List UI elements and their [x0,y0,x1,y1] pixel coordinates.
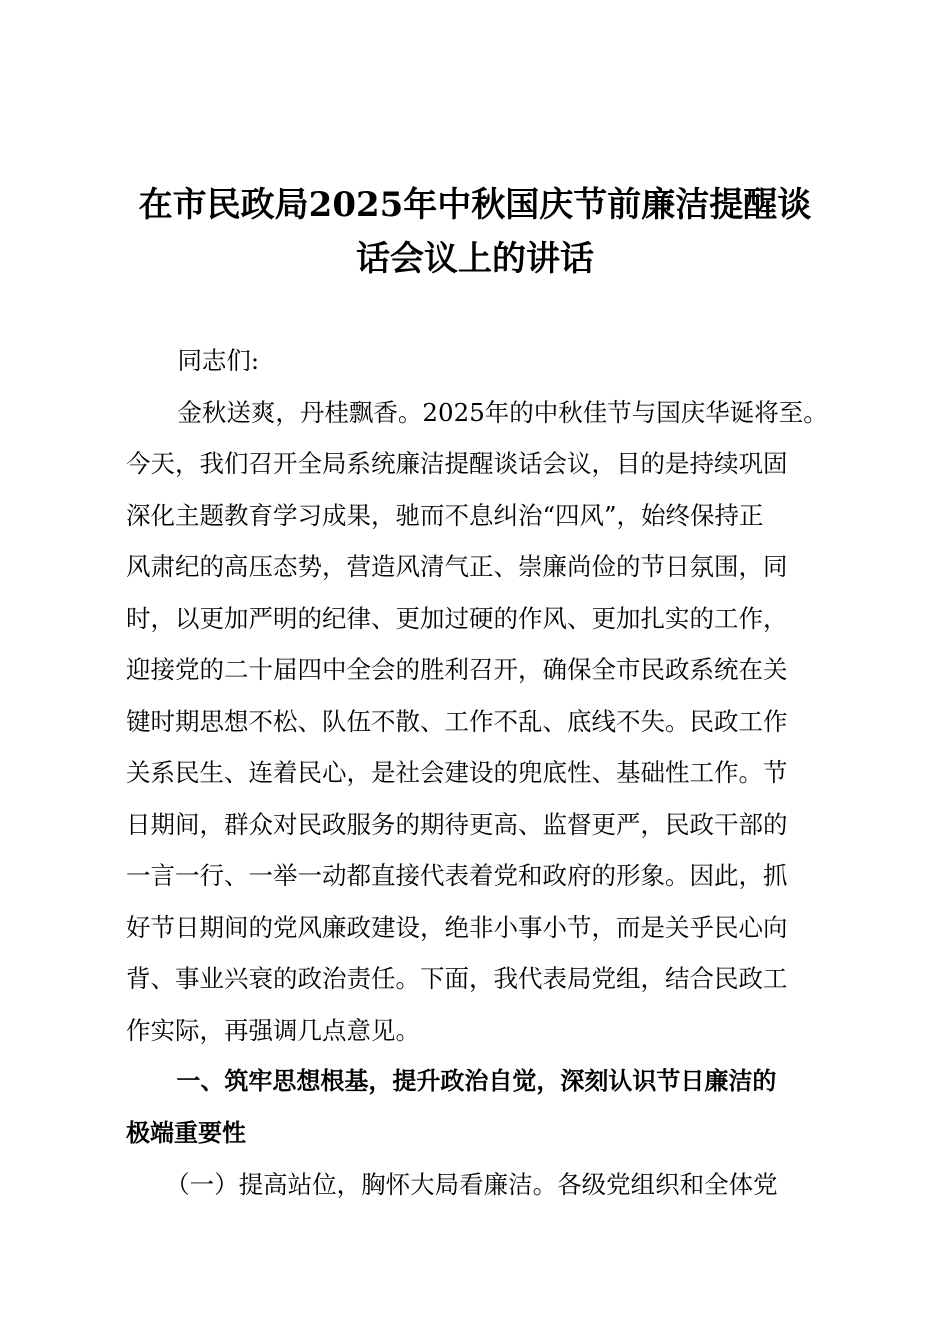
document-body [126,335,831,1211]
intro-line: 今天，我们召开全局系统廉洁提醒谈话会议，目的是持续巩固 [126,449,788,478]
heading-line: 一、筑牢思想根基，提升政治自觉，深刻认识节日廉洁的 [176,1067,777,1095]
intro-line: 关系民生、连着民心，是社会建设的兜底性、基础性工作。节 [126,758,788,787]
intro-line: 风肃纪的高压态势，营造风清气正、崇廉尚俭的节日氛围，同 [126,552,788,581]
salutation: 同志们: [177,346,260,375]
intro-line: 金秋送爽，丹桂飘香。2025年的中秋佳节与国庆华诞将至。 [177,397,828,427]
intro-line: 时，以更加严明的纪律、更加过硬的作风、更加扎实的工作， [126,603,788,633]
subsection-paragraph-1 [126,1159,831,1211]
heading-line: 极端重要性 [126,1118,246,1147]
intro-line: 深化主题教育学习成果，驰而不息纠治“四风”，始终保持正 [126,500,764,530]
salutation-paragraph [126,335,831,387]
intro-line: 键时期思想不松、队伍不散、工作不乱、底线不失。民政工作 [126,706,788,736]
intro-line: 一言一行、一举一动都直接代表着党和政府的形象。因此，抓 [126,861,788,890]
intro-line: 作实际，再强调几点意见。 [126,1015,420,1045]
subsection-line: （一）提高站位，胸怀大局看廉洁。各级党组织和全体党 [165,1170,778,1199]
intro-line: 日期间，群众对民政服务的期待更高、监督更严，民政干部的 [126,809,788,839]
intro-paragraph [126,387,831,1057]
title-line-2: 话会议上的讲话 [356,239,594,279]
title-line-1: 在市民政局2025年中秋国庆节前廉洁提醒谈 [138,185,812,225]
intro-line: 背、事业兴衰的政治责任。下面，我代表局党组，结合民政工 [126,964,788,993]
intro-line: 迎接党的二十届四中全会的胜利召开，确保全市民政系统在关 [126,655,788,684]
intro-line: 好节日期间的党风廉政建设，绝非小事小节，而是关乎民心向 [126,912,788,942]
section-heading-1 [126,1056,831,1159]
document-title [110,178,840,286]
